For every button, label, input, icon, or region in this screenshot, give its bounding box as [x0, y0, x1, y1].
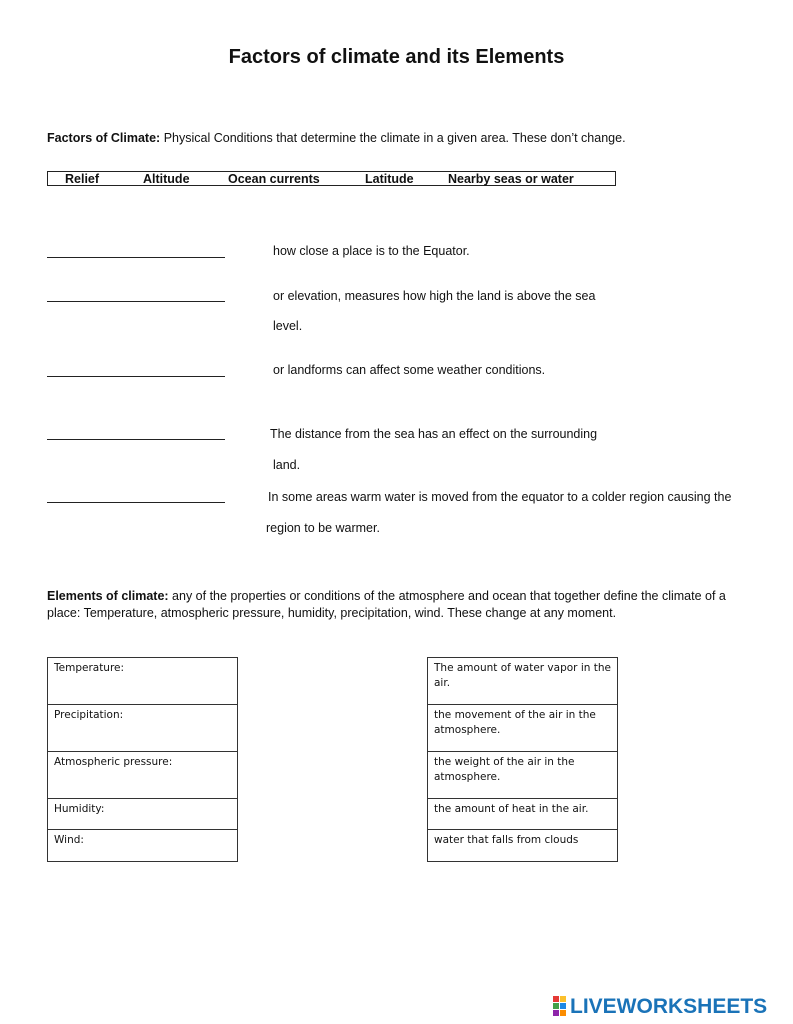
definition-cell[interactable]: the amount of heat in the air.	[428, 799, 618, 830]
word-bank	[47, 171, 616, 186]
term-cell[interactable]: Precipitation:	[48, 705, 238, 752]
terms-table	[47, 657, 238, 862]
definition-cell[interactable]: The amount of water vapor in the air.	[428, 658, 618, 705]
term-cell[interactable]: Humidity:	[48, 799, 238, 830]
blank-definition-2: or elevation, measures how high the land is above the sea	[273, 289, 596, 303]
blank-definition-3: or landforms can affect some weather conditions.	[273, 363, 546, 377]
answer-blank-1[interactable]	[47, 257, 225, 258]
word-bank-item: Ocean currents	[228, 172, 320, 186]
term-cell[interactable]: Wind:	[48, 830, 238, 862]
answer-blank-5[interactable]	[47, 502, 225, 503]
liveworksheets-logo-icon	[553, 996, 567, 1018]
elements-paragraph	[47, 588, 747, 622]
answer-blank-3[interactable]	[47, 376, 225, 377]
blank-definition-4-cont: land.	[273, 458, 301, 472]
factors-text: Physical Conditions that determine the climate in a given area. These don’t change.	[160, 131, 626, 145]
word-bank-item: Relief	[65, 172, 100, 186]
word-bank-item: Latitude	[365, 172, 414, 186]
blank-definition-2-cont: level.	[273, 319, 303, 333]
word-bank-item: Nearby seas or water	[448, 172, 574, 186]
term-cell[interactable]: Temperature:	[48, 658, 238, 705]
liveworksheets-logo-text: LIVEWORKSHEETS	[570, 995, 768, 1018]
liveworksheets-logo	[553, 994, 767, 1020]
definition-cell[interactable]: the movement of the air in the atmosphere.	[428, 705, 618, 752]
word-bank-item: Altitude	[143, 172, 190, 186]
blank-definition-4: The distance from the sea has an effect on the surrounding	[270, 427, 598, 441]
blank-definition-1: how close a place is to the Equator.	[273, 244, 470, 258]
definition-cell[interactable]: water that falls from clouds	[428, 830, 618, 862]
term-cell[interactable]: Atmospheric pressure:	[48, 752, 238, 799]
definition-cell[interactable]: the weight of the air in the atmosphere.	[428, 752, 618, 799]
page-title: Factors of climate and its Elements	[228, 46, 565, 68]
answer-blank-2[interactable]	[47, 301, 225, 302]
blank-definition-5: In some areas warm water is moved from the equator to a colder region causing the	[268, 490, 732, 504]
elements-label: Elements of climate:	[47, 589, 169, 603]
factors-label: Factors of Climate:	[47, 131, 161, 145]
factors-paragraph	[47, 130, 747, 147]
answer-blank-4[interactable]	[47, 439, 225, 440]
elements-text: any of the properties or conditions of the atmosphere and ocean that together define the climate of a place: Temperature, atmospheric pressure, humidity, precipitation, wind. These change at any moment.	[47, 589, 726, 620]
blank-definition-5-cont: region to be warmer.	[266, 521, 380, 535]
definitions-table	[427, 657, 618, 862]
